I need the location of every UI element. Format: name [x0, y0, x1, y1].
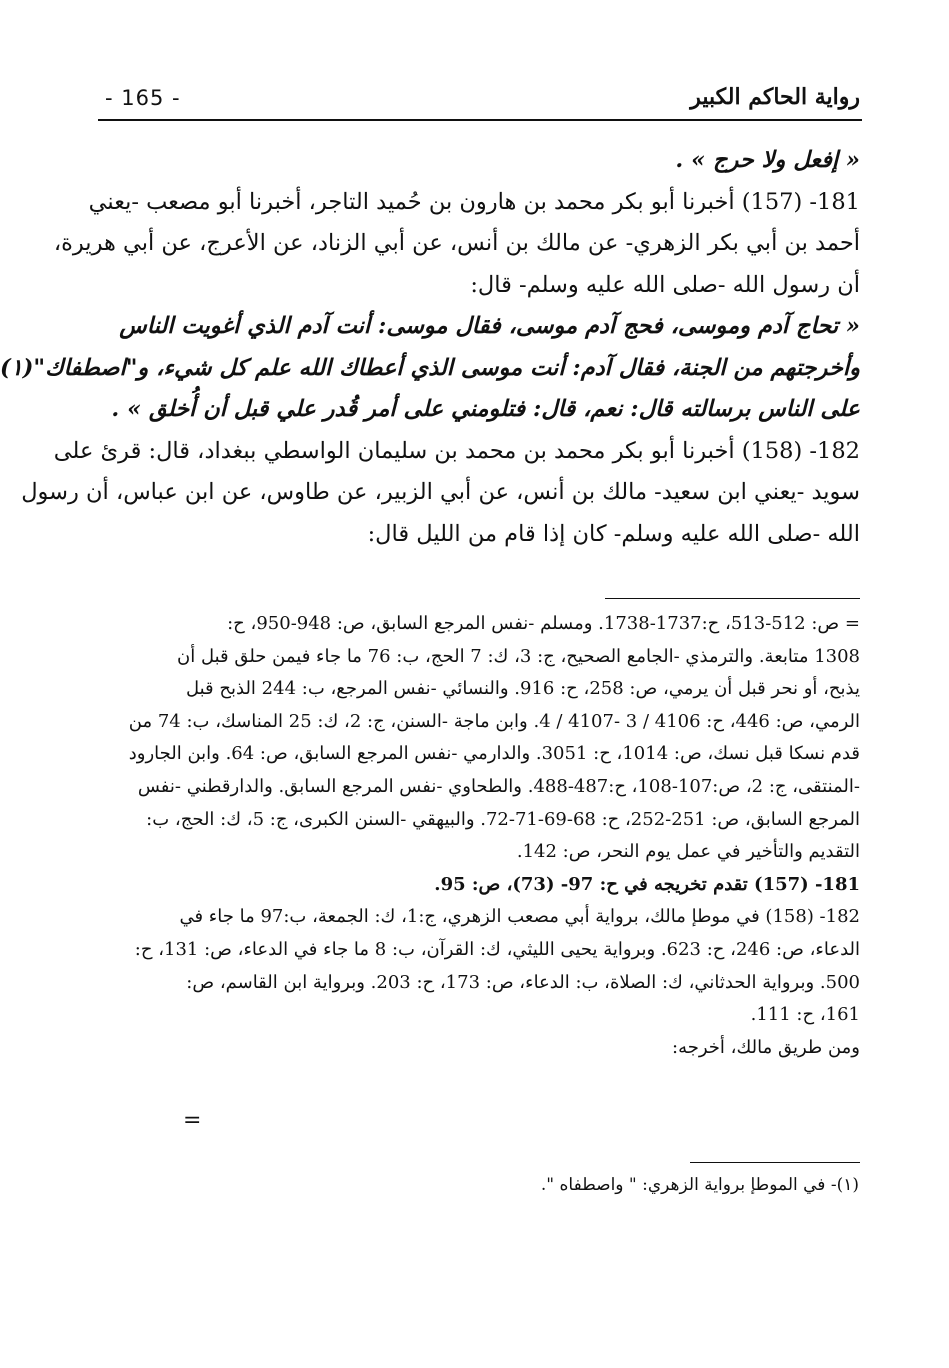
text-line: سويد -يعني ابن سعيد- مالك بن أنس، عن أبي الزبير، عن طاوس، عن ابن عباس، أن رسول [21, 479, 860, 505]
hadith-181-line: 181- (157) أخبرنا أبو بكر محمد بن هارون بن حُميد التاجر، أخبرنا أبو مصعب -يعني [88, 188, 860, 215]
text-line: أحمد بن أبي بكر الزهري- عن مالك بن أنس، عن أبي الزناد، عن الأعرج، عن أبي هريرة، [53, 230, 860, 256]
note-line: ومن طريق مالك، أخرجه: [672, 1036, 860, 1058]
text-line: الله -صلى الله عليه وسلم- كان إذا قام من الليل قال: [367, 520, 860, 547]
page-number: - 165 - [105, 86, 181, 110]
hadith-quote-line: وأخرجتهم من الجنة، فقال آدم: أنت موسى الذي أعطاك الله علم كل شيء، و"اصطفاك"(١) [0, 354, 860, 381]
note-line: الرمي، ص: 446، ح: 4106 / 3 -4107 / 4. وابن ماجة -السنن، ج: 2، ك: 25 المناسك، ب: 74 من [128, 710, 860, 732]
note-line: يذبح، أو نحر قبل أن يرمي، ص: 258، ح: 916. والنسائي -نفس المرجع، ب: 244 الذبح قبل [185, 678, 860, 700]
note-line: قدم نسكا قبل نسك، ص: 1014، ح: 3051. والدارمي -نفس المرجع السابق، ص: 64. وابن الجارود [128, 743, 860, 765]
takhrij-notes [100, 608, 860, 1064]
continuation-mark: = [183, 1108, 202, 1133]
note-line: 1308 متابعة. والترمذي -الجامع الصحيح، ج: 3، ك: 7 الحج، ب: 76 ما جاء فيمن حلق قبل أن [177, 645, 860, 667]
notes-separator [605, 598, 860, 599]
note-line: 500. وبرواية الحدثاني، ك: الصلاة، ب: الدعاء، ص: 173، ح: 203. وبرواية ابن القاسم، ص: [186, 971, 860, 993]
footnote: (١)- في الموطإ برواية الزهري: " واصطفاه ". [540, 1175, 859, 1195]
main-text [0, 140, 860, 555]
note-181-line: 181- (157) تقدم تخريجه في ح: 97- (73)، ص: 95. [434, 873, 860, 895]
note-line: -المنتقى، ج: 2، ص:107-108، ح:487-488. والطحاوي -نفس المرجع السابق. والدارقطني -نفس [137, 775, 860, 797]
hadith-182-line: 182- (158) أخبرنا أبو بكر محمد بن محمد بن سليمان الواسطي ببغداد، قال: قرئ على [53, 437, 860, 464]
text-line: « إفعل ولا حرج » . [675, 147, 860, 173]
note-line: التقديم والتأخير في عمل يوم النحر، ص: 142. [516, 841, 860, 863]
hadith-quote-line: « تحاج آدم وموسى، فحج آدم موسى، فقال موسى: أنت آدم الذي أغويت الناس [119, 313, 860, 339]
note-182-line: 182- (158) في موطإ مالك، برواية أبي مصعب الزهري، ج:1، ك: الجمعة، ب:97 ما جاء في [179, 906, 860, 928]
header-rule [98, 119, 862, 121]
note-line: 161، ح: 111. [750, 1004, 860, 1026]
page-header [105, 82, 860, 112]
note-line: الدعاء، ص: 246، ح: 623. وبرواية يحيى الليثي، ك: القرآن، ب: 8 ما جاء في الدعاء، ص: 131، ح: [134, 938, 860, 960]
text-line: أن رسول الله -صلى الله عليه وسلم- قال: [470, 271, 860, 298]
running-title: رواية الحاكم الكبير [690, 84, 860, 110]
footnote-separator [690, 1162, 860, 1163]
hadith-quote-line: على الناس برسالته قال: نعم، قال: فتلومني على أمر قُدر علي قبل أن أُخلق » . [111, 396, 860, 422]
note-line: = ص: 512-513، ح:1737-1738. ومسلم -نفس المرجع السابق، ص: 948-950، ح: [227, 613, 860, 634]
note-line: المرجع السابق، ص: 251-252، ح: 68-69-71-72. والبيهقي -السنن الكبرى، ج: 5، ك: الحج، ب: [146, 808, 860, 830]
